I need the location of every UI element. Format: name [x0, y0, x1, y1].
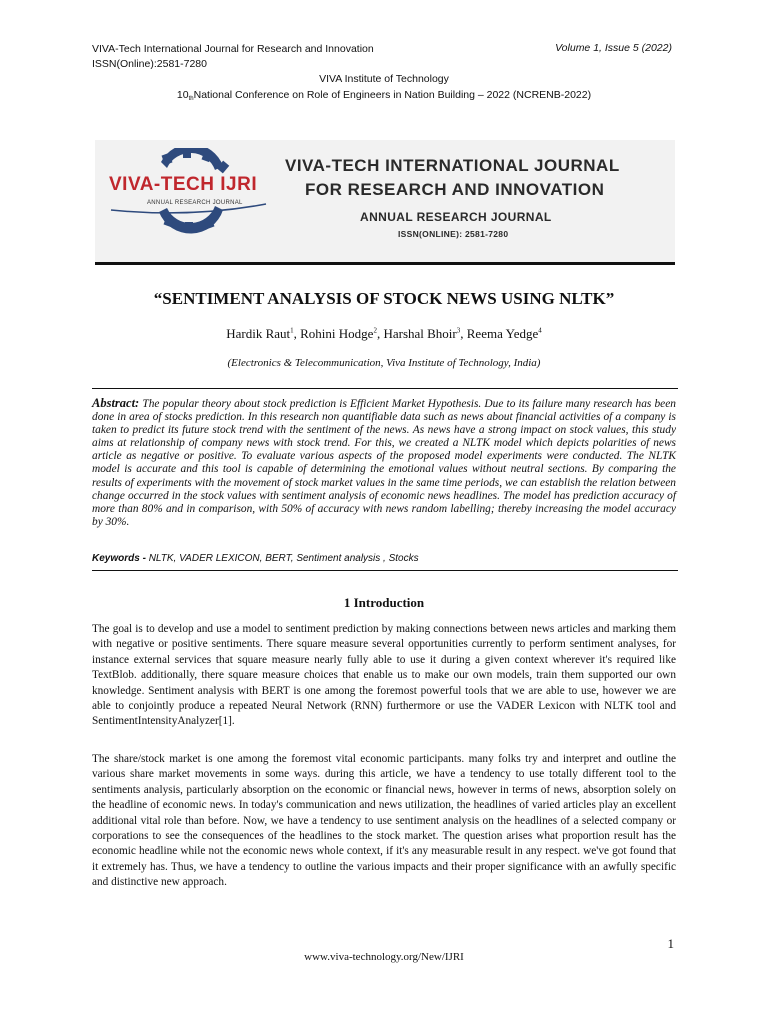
logo-wordmark: VIVA-TECH IJRI	[109, 174, 258, 195]
author-1-affil: 1	[290, 326, 294, 335]
intro-paragraph-1: The goal is to develop and use a model to sentiment prediction by making connections between news articles and marking them with negative or positive sentiments. There square measure several opportunities currently to perform sentiment analyses, for instance external services that square measure nearly fully able to use it during a given context wherever it's required like TextBlob. additionally, there square measure choices that enable us to make our own models, train them supported our own knowledge. Sentiment analysis with BERT is one among the foremost powerful tools that we are able to use, however we are able to conjointly produce a repeated Neural Network (RNN) furthermore or use the VADER Lexicon with NLTK tool and SentimentIntensityAnalyzer[1].	[92, 623, 676, 728]
paper-title: “SENTIMENT ANALYSIS OF STOCK NEWS USING NLTK”	[153, 289, 615, 308]
conference-line	[0, 89, 768, 101]
logo-subtitle: ANNUAL RESEARCH JOURNAL	[147, 200, 243, 206]
banner-title-line2: FOR RESEARCH AND INNOVATION	[305, 180, 605, 199]
author-2-affil: 2	[373, 326, 377, 335]
affiliation: (Electronics & Telecommunication, Viva Institute of Technology, India)	[227, 357, 541, 369]
banner-divider	[95, 262, 675, 265]
journal-banner	[95, 140, 675, 264]
abstract-bottom-rule	[92, 570, 678, 571]
keywords-list: NLTK, VADER LEXICON, BERT, Sentiment analysis , Stocks	[148, 553, 419, 564]
author-4-affil: 4	[538, 326, 542, 335]
running-header-left	[92, 42, 374, 72]
keywords	[92, 553, 678, 564]
keywords-label: Keywords -	[92, 553, 149, 564]
banner-subtitle: ANNUAL RESEARCH JOURNAL	[360, 210, 552, 224]
banner-issn: ISSN(ONLINE): 2581-7280	[398, 229, 509, 239]
author-3-affil: 3	[456, 326, 461, 335]
page-number: 1	[667, 936, 674, 951]
banner-title-line1: VIVA-TECH INTERNATIONAL JOURNAL	[285, 156, 620, 175]
intro-paragraph-2: The share/stock market is one among the foremost vital economic participants. many folks try and interpret and outline the various share market movements in some ways. during this article, we have a tendency to use totally different tool to the sentiments analysis, particularly absorption on the economic or financial news, however in terms of news, absorption solely on the headline of economic news. In today's communication and news utilization, the headlines of varied articles play an excellent additional vital role than before. Now, we have a tendency to use sentiment analysis on the headlines of a selected company or corporations to see the consequences of the headlines to the stock market. The question arises what proportion result has the economic headline while not the economic news whole context, if it's any measurable result in any respect. we've got found that it extremely has. Thus, we have a tendency to outline the various impacts and their proper significance with an awfully specific and distinctive new approach.	[92, 753, 676, 889]
institute-name: VIVA Institute of Technology	[319, 73, 449, 85]
volume-issue: Volume 1, Issue 5 (2022)	[555, 42, 672, 54]
conference-ordinal: th	[188, 96, 194, 102]
abstract-label: Abstract:	[92, 396, 140, 410]
section-heading: 1 Introduction	[343, 595, 425, 610]
journal-name: VIVA-Tech International Journal for Research and Innovation	[92, 43, 374, 55]
footer-url[interactable]: www.viva-technology.org/New/IJRI	[304, 951, 464, 963]
abstract-top-rule	[92, 388, 678, 389]
issn-text: ISSN(Online):2581-7280	[92, 58, 207, 70]
author-4: Reema Yedge	[466, 326, 539, 341]
author-3: Harshal Bhoir	[383, 326, 457, 341]
author-2: Rohini Hodge	[300, 326, 374, 341]
conference-number: 10	[176, 89, 189, 101]
author-1: Hardik Raut	[226, 326, 291, 341]
conference-name: National Conference on Role of Engineers in Nation Building – 2022 (NCRENB-2022)	[193, 89, 592, 101]
abstract	[92, 397, 676, 529]
abstract-text: The popular theory about stock prediction is Efficient Market Hypothesis. Due to its failure many research has been done in area of stocks prediction. In this research non quantifiable data such as news about financial activities of a company is taken to predict its future stock trend with the sentiment of the news. As news have a strong impact on stock values, this study aims at relationship of company news with stock trend. For this, we created a NLTK model which depicts polarities of news article as negative or positive. To evaluate various aspects of the proposed model experiments were conducted. The NLTK model is accurate and this tool is capable of determining the emotional values without neutral sections. By comparing the results of experiments with the movement of stock market values in the same time periods, we can establish the relation between change occurred in the stock values with sentiment analysis of economic news headlines. The model has prediction accuracy of more than 80% and in comparison, with 50% of accuracy with news random labelling; thereby increasing the model accuracy by 30%.	[92, 398, 676, 528]
author-list: Hardik Raut$^1$, Rohini Hodge$^2$, Harshal Bhoir$^3$, Reema Yedge$^4$	[226, 326, 542, 341]
